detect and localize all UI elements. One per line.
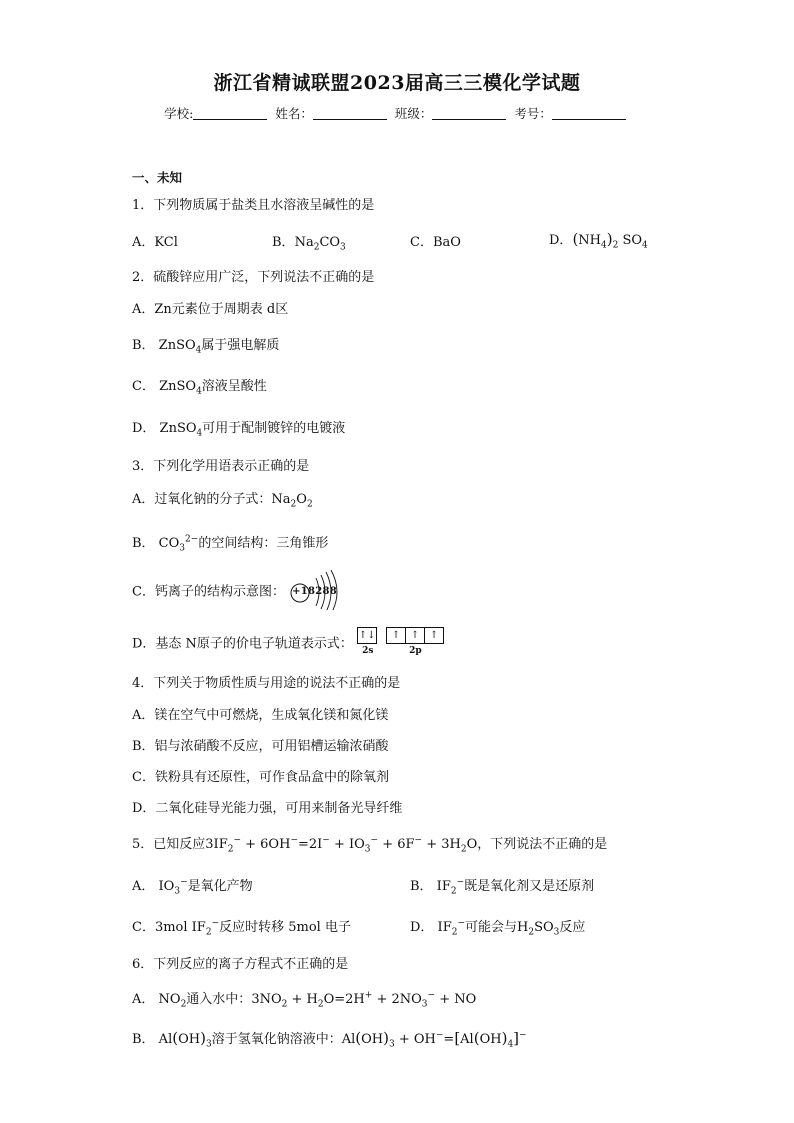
q4-option-c: C．铁粉具有还原性，可作食品盒中的除氧剂 <box>132 770 389 785</box>
calcium-ion-diagram <box>289 570 347 610</box>
q2-option-c: C． ZnSO$_4$溶液呈酸性 <box>132 379 267 397</box>
q1-option-c: C．BaO <box>410 235 461 250</box>
school-blank[interactable] <box>193 107 267 120</box>
q6-option-b: B． $Al(OH)_3$溶于氢氧化钠溶液中：$Al(OH)_3 + OH^-=[Al(OH)_4]^-$ <box>132 1029 527 1050</box>
ion-label: +18288 <box>292 586 338 597</box>
name-blank[interactable] <box>313 107 387 120</box>
q5-option-b: B． $IF_2^-$既是氧化剂又是还原剂 <box>410 877 595 897</box>
q6-option-a: A． $NO_2$通入水中：$3NO_2 + H_2O=2H^+ + 2NO_3^-$ + NO <box>132 990 477 1010</box>
q2-option-a: A．Zn元素位于周期表 d区 <box>132 302 289 317</box>
q5-option-a: A． $IO_3^-$是氧化产物 <box>132 877 253 897</box>
q1-option-b: B．$Na_2CO_3$ <box>272 235 346 253</box>
orbital-label-2p: 2p <box>409 646 422 656</box>
question-1-stem: 1．下列物质属于盐类且水溶液呈碱性的是 <box>132 198 375 213</box>
id-label: 考号： <box>514 106 552 121</box>
orbital-diagram <box>357 627 467 657</box>
orbital-box-2p-1: ↑ <box>386 627 406 644</box>
school-label: 学校: <box>164 106 194 121</box>
class-label: 班级： <box>394 106 433 121</box>
student-info-row <box>0 104 794 122</box>
q4-option-b: B．铝与浓硝酸不反应，可用铝槽运输浓硝酸 <box>132 739 389 754</box>
q5-option-c: C．3mol $IF_2^-$反应时转移 5mol 电子 <box>132 918 351 938</box>
q1-option-a: A．KCl <box>132 235 178 250</box>
class-blank[interactable] <box>432 107 506 120</box>
q3-option-a: A．过氧化钠的分子式：$Na_2O_2$ <box>132 492 313 510</box>
section-heading: 一、未知 <box>132 170 183 185</box>
q3-option-d: D．基态 N原子的价电子轨道表示式： ↑↓ ↑ ↑ ↑ 2s 2p <box>132 627 467 657</box>
id-blank[interactable] <box>552 107 626 120</box>
q5-option-d: D． $IF_2^-$可能会与$H_2SO_3$反应 <box>410 918 586 938</box>
q2-option-d: D． ZnSO$_4$可用于配制镀锌的电镀液 <box>132 421 346 439</box>
q2-option-b: B． ZnSO$_4$属于强电解质 <box>132 338 280 356</box>
name-label: 姓名： <box>275 106 313 121</box>
question-2-stem: 2．硫酸锌应用广泛，下列说法不正确的是 <box>132 270 375 285</box>
orbital-label-2s: 2s <box>362 646 374 656</box>
question-4-stem: 4．下列关于物质性质与用途的说法不正确的是 <box>132 676 401 691</box>
question-5-stem: 5．已知反应$3IF_2^- + 6OH^-=2I^- + IO_3^- + 6F^- + 3H_2O$，下列说法不正确的是 <box>132 835 608 855</box>
orbital-box-2p-2: ↑ <box>405 627 425 644</box>
page-title: 浙江省精诚联盟2023届高三三模化学试题 <box>213 72 581 94</box>
q1-option-d: D．$(NH_4)_2$ $SO_4$ <box>549 230 648 251</box>
q4-option-a: A．镁在空气中可燃烧，生成氧化镁和氮化镁 <box>132 708 389 723</box>
orbital-box-2p-3: ↑ <box>424 627 444 644</box>
question-6-stem: 6．下列反应的离子方程式不正确的是 <box>132 957 349 972</box>
orbital-box-2s: ↑↓ <box>357 627 377 644</box>
q4-option-d: D．二氧化硅导光能力强，可用来制备光导纤维 <box>132 801 403 816</box>
question-3-stem: 3．下列化学用语表示正确的是 <box>132 459 310 474</box>
q3-option-b: B． $CO_3^{2-}$的空间结构：三角锥形 <box>132 534 329 554</box>
q3-option-c: C．钙离子的结构示意图： +18288 <box>132 570 347 610</box>
